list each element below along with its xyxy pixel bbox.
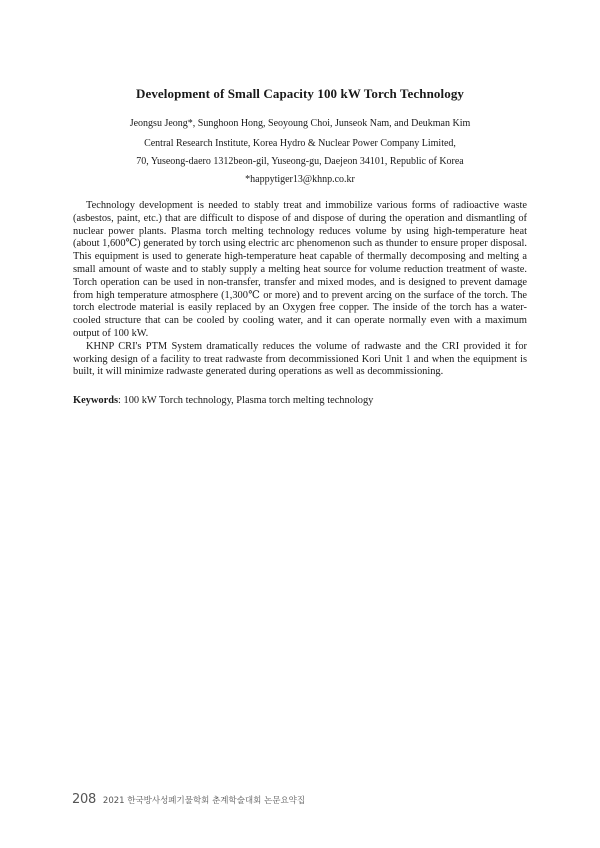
keywords-label: Keywords [73, 395, 119, 406]
abstract-paragraph-1: Technology development is needed to stably treat and immobilize various forms of radioactive waste (asbestos, paint, etc.) that are difficult to dispose of and dispose of during the operation and dismantling of nuclear power plants. Plasma torch melting technology reduces volume by using high-temperature heat (about 1,600℃) generated by torch using electric arc phenomenon such as thunder to ensure proper disposal. This equipment is used to generate high-temperature heat capable of thermally decomposing and melting a small amount of waste and to stably supply a melting heat source for volume reduction treatment of waste. Torch operation can be used in non-transfer, transfer and mixed modes, and is designed to prevent damage from high temperature atmosphere (1,300℃ or more) and to prevent arcing on the surface of the torch. The torch electrode material is easily replaced by an Oxygen free copper. The inside of the torch has a water-cooled structure that can be cooled by cooling water, and it can operate normally even with a maximum output of 100 kW. [73, 200, 527, 339]
affiliation-line-1: Central Research Institute, Korea Hydro & Nuclear Power Company Limited, [144, 138, 456, 149]
page-number: 208 [72, 792, 96, 807]
proceedings-title: 2021 한국방사성폐기물학회 춘계학술대회 논문요약집 [102, 796, 306, 806]
author-list: Jeongsu Jeong*, Sunghoon Hong, Seoyoung Choi, Junseok Nam, and Deukman Kim [129, 118, 471, 129]
affiliation-line-2: 70, Yuseong-daero 1312beon-gil, Yuseong-gu, Daejeon 34101, Republic of Korea [136, 156, 464, 167]
abstract-paragraph-2: KHNP CRI's PTM System dramatically reduces the volume of radwaste and the CRI provided it for working design of a facility to treat radwaste from decommissioned Kori Unit 1 and when the equipment is built, it will minimize radwaste generated during operations as well as decommissioning. [73, 340, 527, 378]
keywords [73, 394, 527, 407]
page-footer [72, 792, 305, 808]
keywords-text: : 100 kW Torch technology, Plasma torch melting technology [118, 395, 374, 406]
corresponding-email: *happytiger13@khnp.co.kr [245, 174, 355, 185]
abstract [73, 200, 527, 379]
paper-title: Development of Small Capacity 100 kW Torch Technology [135, 86, 465, 101]
